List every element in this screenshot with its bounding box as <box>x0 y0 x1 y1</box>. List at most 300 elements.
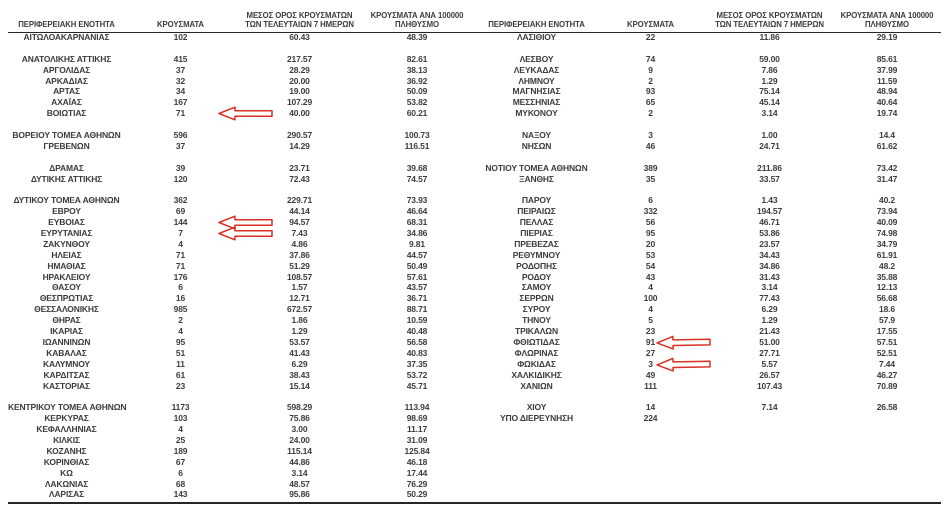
table-row <box>8 141 471 152</box>
avg7-cell: 217.57 <box>286 53 313 64</box>
per100k-cell: 10.59 <box>406 315 428 326</box>
cases-cell: 22 <box>645 32 656 42</box>
per100k-cell: 40.48 <box>406 326 428 337</box>
column-header-avg7 <box>236 11 363 29</box>
column-header-per100k-line1: ΚΡΟΥΣΜΑΤΑ ΑΝΑ 100000 <box>840 11 934 20</box>
blank-row <box>8 391 471 402</box>
region-cell: ΛΑΡΙΣΑΣ <box>48 489 85 500</box>
cases-cell: 95 <box>645 228 656 239</box>
cases-cell: 7 <box>178 228 183 239</box>
column-header-cases <box>595 20 706 29</box>
avg7-cell: 94.57 <box>289 217 310 228</box>
blank-row <box>8 152 471 163</box>
region-cell: ΚΑΡΔΙΤΣΑΣ <box>43 369 90 380</box>
cases-cell: 68 <box>175 478 186 489</box>
region-cell: ΑΝΑΤΟΛΙΚΗΣ ΑΤΤΙΚΗΣ <box>21 53 112 64</box>
per100k-cell: 57.9 <box>879 315 895 326</box>
per100k-cell: 74.98 <box>876 228 898 239</box>
avg7-cell: 107.43 <box>756 380 783 391</box>
region-cell: ΔΡΑΜΑΣ <box>49 162 84 173</box>
table-row <box>478 239 941 250</box>
per100k-cell: 61.91 <box>876 249 898 260</box>
table-row <box>8 381 471 392</box>
table-row <box>478 228 941 239</box>
table-row <box>8 468 471 479</box>
table-row <box>8 108 471 119</box>
per100k-cell: 40.64 <box>876 97 898 108</box>
region-cell: ΛΑΣΙΘΙΟΥ <box>516 32 557 42</box>
region-cell: ΚΑΛΥΜΝΟΥ <box>43 358 90 369</box>
region-cell: ΥΠΟ ΔΙΕΡΕΥΝΗΣΗ <box>499 413 574 424</box>
per100k-cell: 98.69 <box>406 413 428 424</box>
table-row <box>478 359 941 370</box>
per100k-cell: 70.89 <box>876 380 898 391</box>
table-row <box>478 206 941 217</box>
avg7-cell: 14.29 <box>289 140 310 151</box>
avg7-cell: 33.57 <box>759 173 780 184</box>
column-header-per100k-line2: ΠΛΗΘΥΣΜΟ <box>395 20 439 29</box>
avg7-cell: 24.71 <box>759 140 780 151</box>
cases-cell: 5 <box>648 315 653 326</box>
table-row <box>478 130 941 141</box>
avg7-cell: 41.43 <box>289 347 310 358</box>
avg7-cell: 53.57 <box>289 336 310 347</box>
cases-cell: 176 <box>173 271 188 282</box>
cases-cell: 74 <box>645 53 656 64</box>
region-cell: ΓΡΕΒΕΝΩΝ <box>43 140 90 151</box>
cases-cell: 27 <box>645 347 656 358</box>
avg7-cell: 598.29 <box>286 402 313 413</box>
avg7-cell: 28.29 <box>289 64 310 75</box>
per100k-cell: 36.71 <box>406 293 428 304</box>
table-row <box>8 272 471 283</box>
cases-cell: 102 <box>173 32 188 42</box>
per100k-cell: 50.09 <box>406 86 428 97</box>
per100k-cell: 46.27 <box>876 369 898 380</box>
avg7-cell: 1.57 <box>291 282 308 293</box>
per100k-cell: 73.94 <box>876 206 898 217</box>
avg7-cell: 15.14 <box>289 380 310 391</box>
region-cell: ΣΥΡΟΥ <box>522 304 551 315</box>
cases-cell: 4 <box>178 424 183 435</box>
right-table <box>478 0 941 500</box>
per100k-cell: 11.59 <box>876 75 898 86</box>
table-row <box>8 54 471 65</box>
region-cell: ΕΒΡΟΥ <box>52 206 81 217</box>
table-row <box>8 228 471 239</box>
blank-row <box>478 119 941 130</box>
region-cell: ΕΥΒΟΙΑΣ <box>48 217 85 228</box>
per100k-cell: 125.84 <box>404 445 430 456</box>
avg7-cell: 229.71 <box>286 195 313 206</box>
per100k-cell: 52.51 <box>876 347 898 358</box>
table-row <box>8 479 471 490</box>
column-header-avg7-line2: ΤΩΝ ΤΕΛΕΥΤΑΙΩΝ 7 ΗΜΕΡΩΝ <box>715 20 824 29</box>
region-cell: ΚΙΛΚΙΣ <box>53 434 80 445</box>
avg7-cell: 38.43 <box>289 369 310 380</box>
avg7-cell: 3.14 <box>291 467 308 478</box>
table-row <box>478 195 941 206</box>
table-row <box>8 435 471 446</box>
cases-cell: 144 <box>173 217 188 228</box>
per100k-cell: 74.57 <box>406 173 428 184</box>
per100k-cell: 35.88 <box>876 271 898 282</box>
avg7-cell: 7.86 <box>761 64 778 75</box>
region-cell: ΜΕΣΣΗΝΙΑΣ <box>512 97 561 108</box>
table-row <box>8 130 471 141</box>
region-cell: ΛΕΣΒΟΥ <box>519 53 554 64</box>
cases-cell: 69 <box>175 206 186 217</box>
cases-cell: 71 <box>175 108 186 119</box>
table-row <box>8 304 471 315</box>
column-header-avg7-line1: ΜΕΣΟΣ ΟΡΟΣ ΚΡΟΥΣΜΑΤΩΝ <box>246 11 353 20</box>
column-header-cases-label: ΚΡΟΥΣΜΑΤΑ <box>157 20 204 29</box>
region-cell: ΘΑΣΟΥ <box>52 282 81 293</box>
per100k-cell: 17.44 <box>406 467 428 478</box>
avg7-cell: 59.00 <box>759 53 780 64</box>
column-header-avg7 <box>706 11 833 29</box>
region-cell: ΔΥΤΙΚΟΥ ΤΟΜΕΑ ΑΘΗΝΩΝ <box>13 195 120 206</box>
cases-cell: 11 <box>176 358 185 369</box>
per100k-cell: 53.82 <box>406 97 428 108</box>
avg7-cell: 24.00 <box>289 434 310 445</box>
blank-row <box>478 184 941 195</box>
table-row <box>478 76 941 87</box>
avg7-cell: 11.86 <box>759 32 780 42</box>
per100k-cell: 44.57 <box>406 249 428 260</box>
avg7-cell: 12.71 <box>289 293 310 304</box>
region-cell: ΡΟΔΟΥ <box>521 271 552 282</box>
blank-row <box>478 43 941 54</box>
per100k-cell: 60.21 <box>406 108 428 119</box>
per100k-cell: 76.29 <box>406 478 428 489</box>
avg7-cell: 44.14 <box>289 206 310 217</box>
per100k-cell: 39.68 <box>406 162 428 173</box>
avg7-cell: 48.57 <box>289 478 310 489</box>
column-header-per100k <box>363 11 471 29</box>
region-cell: ΑΙΤΩΛΟΑΚΑΡΝΑΝΙΑΣ <box>23 32 110 42</box>
region-cell: ΠΙΕΡΙΑΣ <box>520 228 553 239</box>
cases-cell: 4 <box>178 326 183 337</box>
cases-cell: 389 <box>643 162 658 173</box>
region-cell: ΠΕΙΡΑΙΩΣ <box>517 206 556 217</box>
cases-cell: 9 <box>648 64 653 75</box>
cases-cell: 4 <box>648 304 653 315</box>
avg7-cell: 75.86 <box>289 413 310 424</box>
table-row <box>8 446 471 457</box>
per100k-cell: 45.71 <box>406 380 428 391</box>
cases-cell: 415 <box>173 53 188 64</box>
per100k-cell: 38.13 <box>406 64 428 75</box>
cases-cell: 46 <box>645 140 656 151</box>
column-header-region-label: ΠΕΡΙΦΕΡΕΙΑΚΗ ΕΝΟΤΗΤΑ <box>488 20 585 29</box>
avg7-cell: 3.14 <box>761 282 778 293</box>
table-row <box>478 293 941 304</box>
cases-cell: 189 <box>173 445 188 456</box>
cases-cell: 32 <box>175 75 186 86</box>
table-row <box>8 65 471 76</box>
region-cell: ΚΩ <box>60 467 73 478</box>
region-cell: ΑΡΓΟΛΙΔΑΣ <box>42 64 91 75</box>
table-row <box>8 424 471 435</box>
region-cell: ΡΕΘΥΜΝΟΥ <box>512 249 561 260</box>
per100k-cell: 82.61 <box>406 53 428 64</box>
table-row <box>478 261 941 272</box>
region-cell: ΛΗΜΝΟΥ <box>518 75 555 86</box>
per100k-cell: 36.92 <box>406 75 428 86</box>
avg7-cell: 51.00 <box>759 336 780 347</box>
per100k-cell: 48.2 <box>879 260 895 271</box>
avg7-cell: 1.29 <box>761 315 778 326</box>
table-bottom-border <box>8 502 941 504</box>
cases-cell: 14 <box>645 402 656 413</box>
avg7-cell: 1.86 <box>291 315 308 326</box>
region-cell: ΘΗΡΑΣ <box>52 315 81 326</box>
per100k-cell: 43.57 <box>406 282 428 293</box>
blank-row <box>8 119 471 130</box>
region-cell: ΙΩΑΝΝΙΝΩΝ <box>42 336 91 347</box>
table-row <box>478 413 941 424</box>
region-cell: ΔΥΤΙΚΗΣ ΑΤΤΙΚΗΣ <box>30 173 103 184</box>
cases-cell: 2 <box>648 108 653 119</box>
avg7-cell: 3.00 <box>291 424 308 435</box>
avg7-cell: 37.86 <box>289 249 310 260</box>
table-row <box>8 489 471 500</box>
column-header-cases <box>125 20 236 29</box>
cases-cell: 49 <box>645 369 656 380</box>
table-row <box>8 457 471 468</box>
left-table-body <box>8 32 471 500</box>
cases-cell: 65 <box>645 97 656 108</box>
avg7-cell: 95.86 <box>289 489 310 500</box>
region-cell: ΑΧΑΪΑΣ <box>51 97 82 108</box>
cases-cell: 53 <box>645 249 656 260</box>
cases-cell: 93 <box>645 86 656 97</box>
column-header-region <box>478 20 595 29</box>
column-header-per100k-line1: ΚΡΟΥΣΜΑΤΑ ΑΝΑ 100000 <box>370 11 464 20</box>
region-cell: ΙΚΑΡΙΑΣ <box>50 326 83 337</box>
per100k-cell: 19.74 <box>876 108 898 119</box>
cases-cell: 54 <box>645 260 656 271</box>
region-cell: ΚΟΖΑΝΗΣ <box>46 445 87 456</box>
region-cell: ΧΙΟΥ <box>526 402 547 413</box>
region-cell: ΚΑΣΤΟΡΙΑΣ <box>43 380 90 391</box>
table-row <box>478 337 941 348</box>
avg7-cell: 72.43 <box>289 173 310 184</box>
region-cell: ΡΟΔΟΠΗΣ <box>516 260 557 271</box>
avg7-cell: 1.29 <box>291 326 308 337</box>
cases-cell: 91 <box>645 336 656 347</box>
table-row <box>478 272 941 283</box>
region-cell: ΜΥΚΟΝΟΥ <box>515 108 558 119</box>
avg7-cell: 44.86 <box>289 456 310 467</box>
avg7-cell: 4.86 <box>291 238 308 249</box>
per100k-cell: 46.64 <box>406 206 428 217</box>
table-row <box>478 54 941 65</box>
column-header-cases-label: ΚΡΟΥΣΜΑΤΑ <box>627 20 674 29</box>
cases-cell: 35 <box>645 173 656 184</box>
per100k-cell: 26.58 <box>876 402 898 413</box>
table-row <box>8 76 471 87</box>
table-row <box>478 32 941 43</box>
region-cell: ΦΩΚΙΔΑΣ <box>517 358 556 369</box>
region-cell: ΧΑΝΙΩΝ <box>520 380 553 391</box>
table-row <box>478 282 941 293</box>
region-cell: ΣΕΡΡΩΝ <box>519 293 554 304</box>
cases-cell: 71 <box>175 260 186 271</box>
region-cell: ΑΡΚΑΔΙΑΣ <box>45 75 88 86</box>
avg7-cell: 672.57 <box>286 304 313 315</box>
table-row <box>8 359 471 370</box>
region-cell: ΧΑΛΚΙΔΙΚΗΣ <box>511 369 562 380</box>
column-header-avg7-line2: ΤΩΝ ΤΕΛΕΥΤΑΙΩΝ 7 ΗΜΕΡΩΝ <box>245 20 354 29</box>
blank-row <box>8 184 471 195</box>
cases-cell: 362 <box>173 195 188 206</box>
avg7-cell: 34.86 <box>759 260 780 271</box>
region-cell: ΒΟΙΩΤΙΑΣ <box>46 108 87 119</box>
region-cell: ΤΡΙΚΑΛΩΝ <box>515 326 558 337</box>
right-table-header-row <box>478 0 941 32</box>
tables-wrapper <box>8 0 941 500</box>
avg7-cell: 3.14 <box>761 108 778 119</box>
blank-row <box>478 152 941 163</box>
region-cell: ΛΑΚΩΝΙΑΣ <box>44 478 89 489</box>
region-cell: ΚΕΡΚΥΡΑΣ <box>44 413 89 424</box>
table-row <box>478 97 941 108</box>
per100k-cell: 53.72 <box>406 369 428 380</box>
table-row <box>478 217 941 228</box>
per100k-cell: 57.51 <box>876 336 898 347</box>
column-header-region <box>8 20 125 29</box>
region-cell: ΘΕΣΣΑΛΟΝΙΚΗΣ <box>34 304 99 315</box>
cases-cell: 16 <box>175 293 186 304</box>
avg7-cell: 1.00 <box>761 130 778 141</box>
avg7-cell: 53.86 <box>759 228 780 239</box>
avg7-cell: 6.29 <box>761 304 778 315</box>
avg7-cell: 115.14 <box>287 445 312 456</box>
table-row <box>8 86 471 97</box>
cases-cell: 39 <box>175 162 186 173</box>
table-row <box>478 86 941 97</box>
per100k-cell: 56.68 <box>876 293 898 304</box>
cases-cell: 4 <box>648 282 653 293</box>
avg7-cell: 290.57 <box>286 130 313 141</box>
per100k-cell: 9.81 <box>409 238 425 249</box>
table-row <box>8 370 471 381</box>
avg7-cell: 211.86 <box>757 162 782 173</box>
left-table <box>8 0 471 500</box>
per100k-cell: 48.94 <box>876 86 898 97</box>
cases-cell: 56 <box>645 217 656 228</box>
cases-cell: 100 <box>643 293 658 304</box>
table-row <box>8 32 471 43</box>
cases-cell: 6 <box>178 282 183 293</box>
per100k-cell: 61.62 <box>876 140 898 151</box>
avg7-cell: 6.29 <box>291 358 308 369</box>
avg7-cell: 20.00 <box>289 75 310 86</box>
cases-cell: 224 <box>643 413 658 424</box>
region-cell: ΗΡΑΚΛΕΙΟΥ <box>42 271 91 282</box>
table-row <box>8 413 471 424</box>
cases-cell: 43 <box>645 271 656 282</box>
cases-cell: 34 <box>175 86 186 97</box>
per100k-cell: 11.17 <box>406 424 428 435</box>
table-row <box>8 163 471 174</box>
table-row <box>478 370 941 381</box>
per100k-cell: 29.19 <box>876 32 898 42</box>
cases-cell: 985 <box>173 304 188 315</box>
table-row <box>478 108 941 119</box>
cases-cell: 6 <box>178 467 183 478</box>
table-row <box>8 326 471 337</box>
cases-cell: 596 <box>173 130 188 141</box>
region-cell: ΚΕΝΤΡΙΚΟΥ ΤΟΜΕΑ ΑΘΗΝΩΝ <box>8 402 127 413</box>
avg7-cell: 21.43 <box>759 326 780 337</box>
region-cell: ΣΑΜΟΥ <box>521 282 552 293</box>
per100k-cell: 68.31 <box>406 217 428 228</box>
table-row <box>8 239 471 250</box>
blank-row <box>478 391 941 402</box>
cases-cell: 2 <box>178 315 183 326</box>
region-cell: ΕΥΡΥΤΑΝΙΑΣ <box>40 228 93 239</box>
blank-row <box>8 43 471 54</box>
per100k-cell: 40.83 <box>406 347 428 358</box>
table-row <box>8 261 471 272</box>
avg7-cell: 1.43 <box>761 195 778 206</box>
region-cell: ΗΛΕΙΑΣ <box>51 249 82 260</box>
cases-cell: 167 <box>173 97 188 108</box>
table-row <box>8 315 471 326</box>
avg7-cell: 194.57 <box>756 206 783 217</box>
per100k-cell: 113.94 <box>404 402 430 413</box>
per100k-cell: 40.2 <box>879 195 895 206</box>
per100k-cell: 50.49 <box>406 260 428 271</box>
table-row <box>8 282 471 293</box>
avg7-cell: 34.43 <box>759 249 780 260</box>
region-cell: ΝΑΞΟΥ <box>521 130 552 141</box>
cases-cell: 23 <box>645 326 656 337</box>
table-row <box>478 304 941 315</box>
avg7-cell: 46.71 <box>759 217 780 228</box>
cases-cell: 120 <box>173 173 188 184</box>
per100k-cell: 31.09 <box>406 434 428 445</box>
avg7-cell: 23.71 <box>289 162 310 173</box>
avg7-cell: 7.14 <box>761 402 778 413</box>
avg7-cell: 7.43 <box>291 228 308 239</box>
cases-cell: 111 <box>644 380 657 391</box>
region-cell: ΠΕΛΛΑΣ <box>519 217 554 228</box>
avg7-cell: 51.29 <box>289 260 310 271</box>
per100k-cell: 40.09 <box>876 217 898 228</box>
table-row <box>478 402 941 413</box>
column-header-avg7-line1: ΜΕΣΟΣ ΟΡΟΣ ΚΡΟΥΣΜΑΤΩΝ <box>716 11 823 20</box>
per100k-cell: 50.29 <box>406 489 428 500</box>
region-cell: ΚΑΒΑΛΑΣ <box>46 347 87 358</box>
cases-cell: 71 <box>175 249 186 260</box>
region-cell: ΠΑΡΟΥ <box>521 195 552 206</box>
per100k-cell: 12.13 <box>876 282 898 293</box>
avg7-cell: 108.57 <box>286 271 313 282</box>
table-row <box>478 163 941 174</box>
region-cell: ΦΛΩΡΙΝΑΣ <box>514 347 559 358</box>
avg7-cell: 75.14 <box>759 86 780 97</box>
per100k-cell: 18.6 <box>879 304 895 315</box>
region-cell: ΚΕΦΑΛΛΗΝΙΑΣ <box>36 424 97 435</box>
column-header-per100k <box>833 11 941 29</box>
cases-cell: 37 <box>175 64 186 75</box>
table-row <box>8 348 471 359</box>
table-row <box>8 293 471 304</box>
